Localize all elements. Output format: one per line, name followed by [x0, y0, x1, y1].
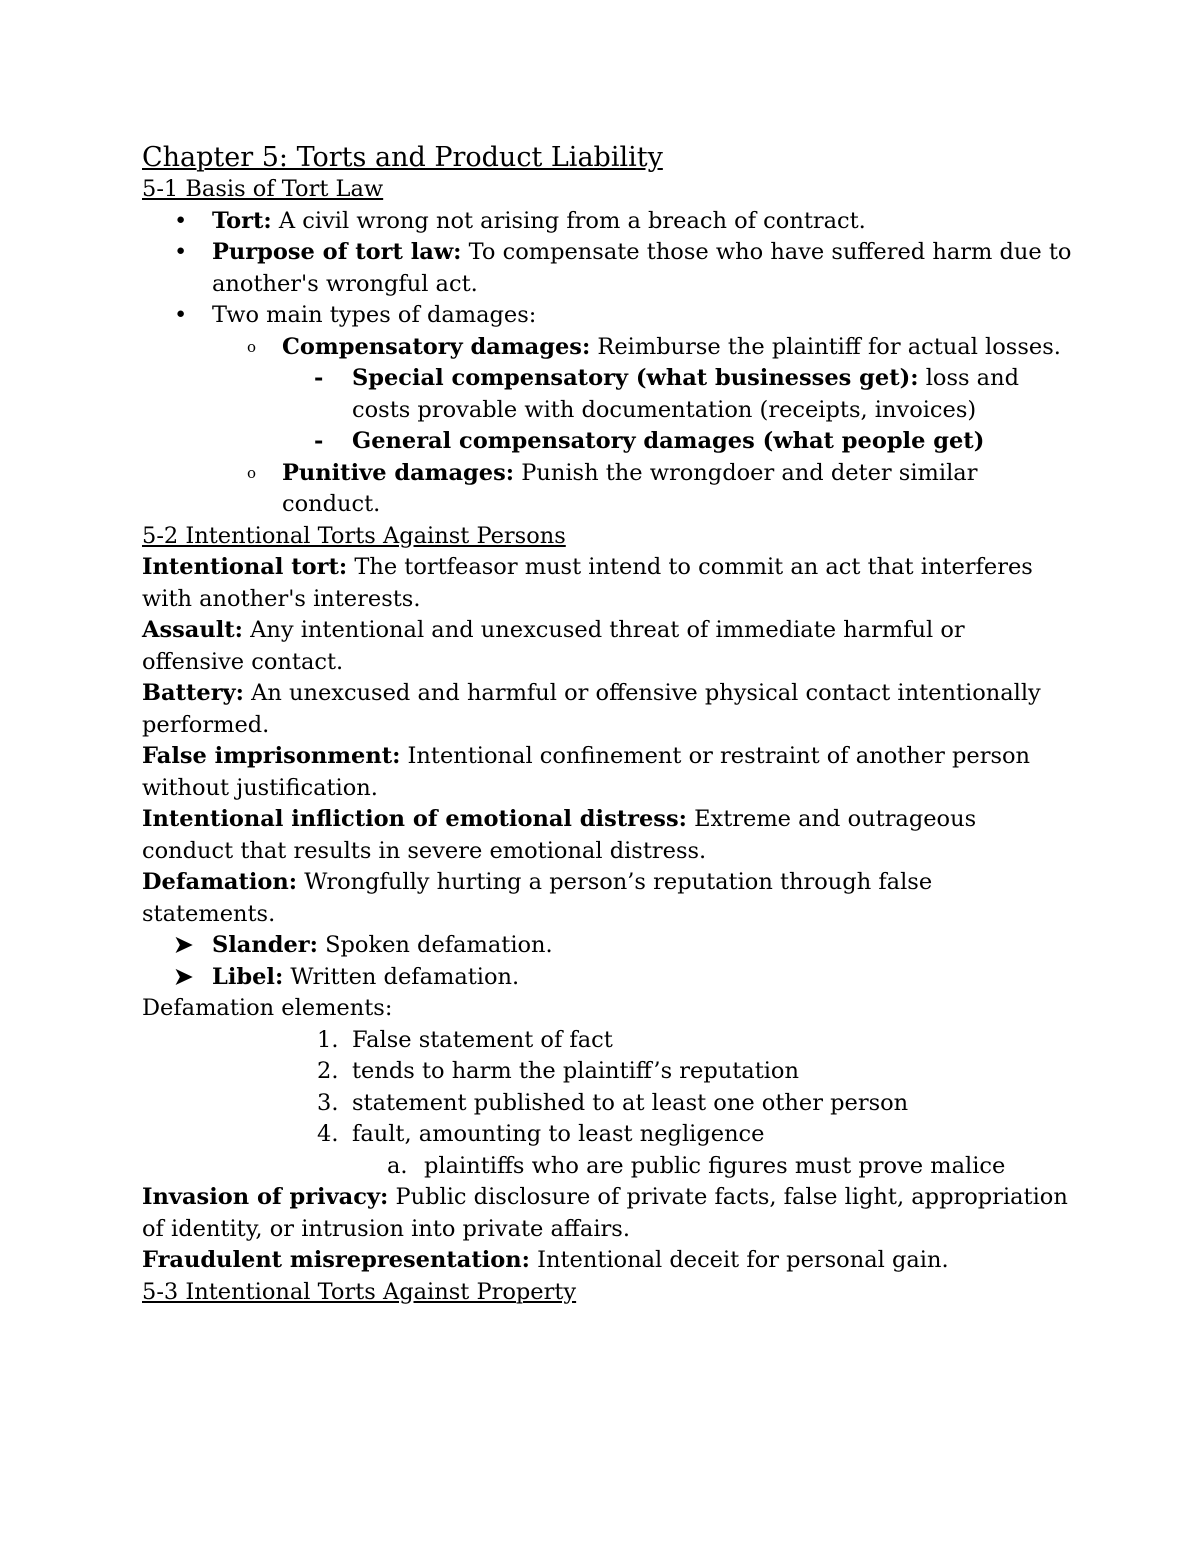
document-page	[142, 140, 1072, 1308]
section-heading-5-1: 5-1 Basis of Tort Law	[142, 176, 384, 202]
term-slander: Slander:	[212, 932, 318, 958]
term-intentional-tort: Intentional tort:	[142, 554, 348, 580]
list-item-element	[142, 1056, 1072, 1088]
list-number: 2.	[317, 1058, 339, 1084]
circle-marker: o	[247, 463, 257, 482]
arrow-marker-icon: ➤	[174, 932, 193, 958]
list-item-element	[142, 1025, 1072, 1057]
list-letter: a.	[387, 1152, 408, 1179]
definition-slander: Spoken defamation.	[317, 932, 553, 958]
term-punitive: Punitive damages:	[282, 459, 515, 486]
list-number: 4.	[317, 1121, 339, 1147]
sub-element-text: plaintiffs who are public figures must prove malice	[424, 1152, 1006, 1179]
list-item-punitive	[212, 458, 1072, 521]
list-item-purpose	[142, 237, 1072, 300]
defamation-types-list	[142, 930, 1072, 993]
definition-paragraph	[142, 678, 1072, 741]
list-item-compensatory	[212, 332, 1072, 458]
dash-marker: -	[314, 365, 324, 391]
definition-emotional-distress: Extreme and outrageous conduct that results in severe emotional distress.	[142, 806, 977, 864]
bullet-marker: •	[174, 302, 188, 328]
element-text: fault, amounting to least negligence	[352, 1121, 765, 1147]
term-special-compensatory: Special compensatory (what businesses get):	[352, 365, 919, 391]
list-item-element	[142, 1088, 1072, 1120]
term-assault: Assault:	[142, 617, 243, 643]
term-general-compensatory: General compensatory damages (what people get)	[352, 428, 985, 454]
definition-paragraph	[142, 1182, 1072, 1245]
list-item-tort	[142, 206, 1072, 238]
arrow-marker-icon: ➤	[174, 963, 193, 990]
term-false-imprisonment: False imprisonment:	[142, 743, 401, 769]
element-text: False statement of fact	[352, 1026, 613, 1053]
damages-list	[212, 332, 1072, 521]
term-emotional-distress: Intentional infliction of emotional distress:	[142, 806, 687, 832]
definition-invasion-of-privacy: Public disclosure of private facts, false light, appropriation of identity, or intrusion into private affairs.	[142, 1184, 1068, 1242]
list-number: 3.	[317, 1089, 339, 1116]
definition-intentional-tort: The tortfeasor must intend to commit an act that interferes with another's interests.	[142, 554, 1033, 612]
list-item-sub-element	[142, 1151, 1072, 1183]
definition-libel: Written defamation.	[283, 963, 520, 990]
dash-marker: -	[314, 428, 324, 454]
term-battery: Battery:	[142, 680, 244, 706]
definition-paragraph	[142, 867, 1072, 930]
term-defamation: Defamation:	[142, 869, 298, 895]
basis-list	[142, 206, 1072, 521]
list-item-element	[142, 1119, 1072, 1182]
definition-paragraph	[142, 615, 1072, 678]
chapter-title: Chapter 5: Torts and Product Liability	[142, 142, 663, 173]
term-purpose: Purpose of tort law:	[212, 239, 462, 265]
element-text: tends to harm the plaintiff’s reputation	[352, 1058, 799, 1084]
defamation-elements-label: Defamation elements:	[142, 995, 393, 1021]
section-heading-5-3: 5-3 Intentional Torts Against Property	[142, 1278, 577, 1305]
list-item-general-compensatory	[282, 426, 1072, 458]
bullet-marker: •	[174, 207, 188, 234]
definition-assault: Any intentional and unexcused threat of immediate harmful or offensive contact.	[142, 617, 965, 675]
defamation-elements-list	[142, 1025, 1072, 1183]
bullet-marker: •	[174, 239, 188, 265]
compensatory-subtypes-list	[282, 363, 1072, 458]
damage-types-label: Two main types of damages:	[212, 302, 537, 328]
definition-battery: An unexcused and harmful or offensive physical contact intentionally performed.	[142, 680, 1041, 738]
definition-paragraph	[142, 1245, 1072, 1277]
element-text: statement published to at least one other person	[352, 1089, 909, 1116]
list-item-libel	[142, 962, 1072, 994]
definition-compensatory: Reimburse the plaintiff for actual losses.	[590, 333, 1061, 360]
list-item-slander	[142, 930, 1072, 962]
list-item-damage-types	[142, 300, 1072, 521]
term-tort: Tort:	[212, 207, 272, 234]
definition-purpose: To compensate those who have suffered harm due to another's wrongful act.	[212, 239, 1072, 297]
definition-punitive: Punish the wrongdoer and deter similar conduct.	[282, 459, 978, 517]
list-number: 1.	[317, 1026, 339, 1053]
definition-tort: A civil wrong not arising from a breach of contract.	[271, 207, 866, 234]
section-heading-5-2: 5-2 Intentional Torts Against Persons	[142, 522, 566, 549]
definition-paragraph	[142, 552, 1072, 615]
term-libel: Libel:	[212, 963, 284, 990]
term-invasion-of-privacy: Invasion of privacy:	[142, 1184, 389, 1210]
circle-marker: o	[247, 337, 257, 356]
term-compensatory: Compensatory damages:	[282, 333, 591, 360]
definition-false-imprisonment: Intentional confinement or restraint of another person without justification.	[142, 743, 1031, 801]
definition-special-compensatory: loss and costs provable with documentation (receipts, invoices)	[352, 365, 1019, 423]
definition-paragraph	[142, 741, 1072, 804]
list-item-special-compensatory	[282, 363, 1072, 426]
definition-fraudulent-misrepresentation: Intentional deceit for personal gain.	[529, 1247, 949, 1273]
definition-paragraph	[142, 804, 1072, 867]
sub-element-list	[142, 1151, 1072, 1183]
definition-defamation: Wrongfully hurting a person’s reputation through false statements.	[142, 869, 933, 927]
term-fraudulent-misrepresentation: Fraudulent misrepresentation:	[142, 1247, 530, 1273]
